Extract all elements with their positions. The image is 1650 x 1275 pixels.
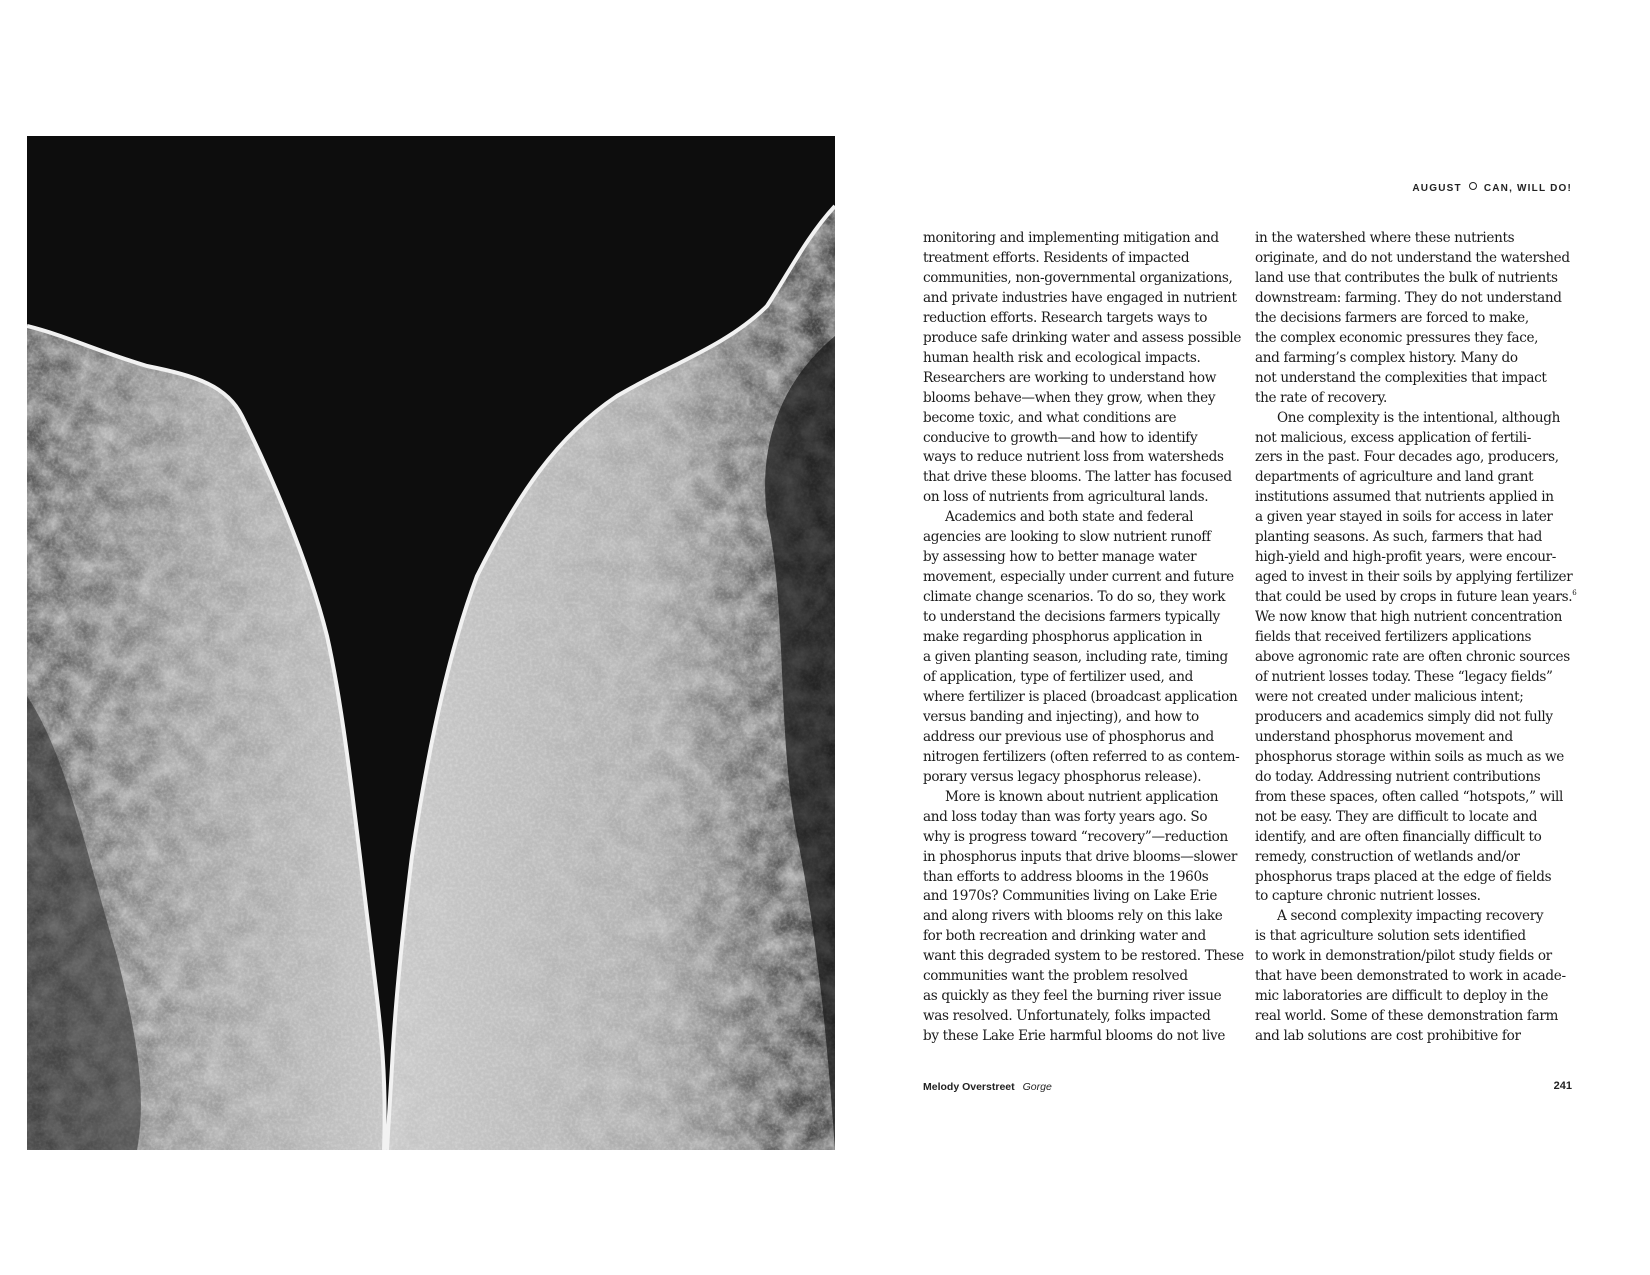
text-column-left bbox=[923, 229, 1244, 1047]
footer-work-title: Gorge bbox=[1022, 1081, 1052, 1093]
text-line bbox=[1255, 608, 1577, 628]
text-line-content: One complexity is the intentional, although bbox=[1277, 409, 1560, 426]
text-line bbox=[923, 887, 1241, 907]
text-line bbox=[923, 748, 1241, 768]
text-line bbox=[1255, 389, 1577, 409]
text-line bbox=[1255, 788, 1577, 808]
text-line-content: for both recreation and drinking water and bbox=[923, 928, 1206, 945]
text-line bbox=[1255, 628, 1577, 648]
text-line bbox=[1255, 967, 1577, 987]
running-head-title: CAN, WILL DO! bbox=[1483, 183, 1572, 194]
text-line bbox=[923, 1027, 1241, 1047]
text-line bbox=[923, 488, 1241, 508]
text-line-content: blooms behave—when they grow, when they bbox=[923, 389, 1216, 406]
text-line-content: nitrogen fertilizers (often referred to as contem- bbox=[923, 748, 1240, 765]
page-number: 241 bbox=[1553, 1080, 1572, 1092]
text-line-content: agencies are looking to slow nutrient runoff bbox=[923, 529, 1211, 546]
text-line-content: remedy, construction of wetlands and/or bbox=[1255, 848, 1520, 865]
text-line-content: address our previous use of phosphorus and bbox=[923, 728, 1214, 745]
text-line-content: on loss of nutrients from agricultural lands. bbox=[923, 489, 1209, 506]
text-line bbox=[923, 249, 1241, 269]
text-line bbox=[923, 309, 1241, 329]
text-line bbox=[1255, 369, 1577, 389]
text-line bbox=[1255, 508, 1577, 528]
text-line bbox=[923, 907, 1241, 927]
text-line bbox=[923, 409, 1241, 429]
text-line-content: climate change scenarios. To do so, they work bbox=[923, 589, 1226, 606]
text-line bbox=[923, 548, 1241, 568]
text-line-content: land use that contributes the bulk of nutrients bbox=[1255, 269, 1558, 286]
text-line bbox=[1255, 828, 1577, 848]
gorge-artwork bbox=[27, 136, 835, 1150]
text-line bbox=[923, 1007, 1241, 1027]
text-line bbox=[1255, 409, 1577, 429]
text-line bbox=[1255, 668, 1577, 688]
text-line bbox=[923, 329, 1241, 349]
text-line-content: as quickly as they feel the burning river issue bbox=[923, 988, 1222, 1005]
text-line-content: and farming’s complex history. Many do bbox=[1255, 349, 1518, 366]
text-line bbox=[923, 848, 1241, 868]
text-line bbox=[1255, 568, 1577, 588]
text-line-content: not malicious, excess application of fertili- bbox=[1255, 429, 1532, 446]
text-line bbox=[923, 229, 1241, 249]
text-line-content: that could be used by crops in future lean years. bbox=[1255, 589, 1573, 606]
text-column-right bbox=[1255, 229, 1577, 1047]
text-line bbox=[923, 568, 1241, 588]
text-line bbox=[1255, 468, 1577, 488]
text-line-content: movement, especially under current and future bbox=[923, 569, 1234, 586]
text-line-content: above agronomic rate are often chronic sources bbox=[1255, 649, 1570, 666]
text-line-content: from these spaces, often called “hotspots,” will bbox=[1255, 788, 1563, 805]
text-line-content: the decisions farmers are forced to make, bbox=[1255, 309, 1529, 326]
text-line-content: and lab solutions are cost prohibitive for bbox=[1255, 1028, 1521, 1045]
text-line bbox=[923, 708, 1241, 728]
text-line bbox=[923, 448, 1241, 468]
text-line bbox=[923, 269, 1241, 289]
text-line bbox=[1255, 887, 1577, 907]
text-line bbox=[1255, 588, 1577, 608]
text-line-content: to work in demonstration/pilot study fields or bbox=[1255, 948, 1552, 965]
text-line bbox=[923, 728, 1241, 748]
text-line-content: of application, type of fertilizer used, and bbox=[923, 668, 1193, 685]
text-line-content: conducive to growth—and how to identify bbox=[923, 429, 1198, 446]
text-line-content: is that agriculture solution sets identified bbox=[1255, 928, 1526, 945]
text-line-content: to understand the decisions farmers typically bbox=[923, 609, 1220, 626]
text-line bbox=[923, 389, 1241, 409]
text-line-content: that have been demonstrated to work in acade- bbox=[1255, 968, 1566, 985]
text-line-content: communities want the problem resolved bbox=[923, 968, 1188, 985]
text-line-content: high-yield and high-profit years, were encour- bbox=[1255, 549, 1557, 566]
text-line-content: reduction efforts. Research targets ways to bbox=[923, 309, 1208, 326]
text-line-content: We now know that high nutrient concentration bbox=[1255, 609, 1563, 626]
text-line-content: ways to reduce nutrient loss from watersheds bbox=[923, 449, 1224, 466]
footnote-marker: 6 bbox=[1572, 589, 1577, 598]
text-line-content: A second complexity impacting recovery bbox=[1277, 908, 1544, 925]
text-line bbox=[1255, 907, 1577, 927]
text-line bbox=[1255, 987, 1577, 1007]
gorge-artwork-image bbox=[27, 136, 835, 1150]
text-line bbox=[1255, 848, 1577, 868]
text-line-content: and along rivers with blooms rely on this lake bbox=[923, 908, 1223, 925]
text-line bbox=[923, 967, 1241, 987]
text-line-content: monitoring and implementing mitigation and bbox=[923, 230, 1219, 246]
text-line-content: and 1970s? Communities living on Lake Erie bbox=[923, 888, 1218, 905]
text-line bbox=[923, 528, 1241, 548]
text-line-content: were not created under malicious intent; bbox=[1255, 688, 1524, 705]
text-line-content: real world. Some of these demonstration farm bbox=[1255, 1008, 1559, 1025]
text-line-content: not be easy. They are difficult to locate and bbox=[1255, 808, 1538, 825]
text-line bbox=[923, 828, 1241, 848]
text-line-content: zers in the past. Four decades ago, producers, bbox=[1255, 449, 1559, 466]
text-line bbox=[1255, 448, 1577, 468]
text-line-content: why is progress toward “recovery”—reduction bbox=[923, 828, 1228, 845]
text-line-content: phosphorus storage within soils as much as we bbox=[1255, 748, 1564, 765]
text-line-content: in the watershed where these nutrients bbox=[1255, 230, 1515, 246]
running-head-section: AUGUST bbox=[1412, 183, 1462, 194]
text-line-content: by these Lake Erie harmful blooms do not live bbox=[923, 1028, 1226, 1045]
text-line-content: do today. Addressing nutrient contributions bbox=[1255, 768, 1541, 785]
text-line-content: that drive these blooms. The latter has focused bbox=[923, 469, 1232, 486]
text-line-content: mic laboratories are difficult to deploy in the bbox=[1255, 988, 1549, 1005]
text-line-content: make regarding phosphorus application in bbox=[923, 629, 1203, 646]
text-line-content: aged to invest in their soils by applying fertilizer bbox=[1255, 569, 1573, 586]
text-line bbox=[923, 947, 1244, 967]
text-line bbox=[923, 349, 1241, 369]
text-line-content: institutions assumed that nutrients applied in bbox=[1255, 489, 1554, 506]
text-line bbox=[1255, 1027, 1577, 1047]
footer-author: Melody Overstreet bbox=[923, 1081, 1015, 1093]
text-line bbox=[1255, 808, 1577, 828]
text-line-content: versus banding and injecting), and how to bbox=[923, 708, 1199, 725]
text-line-content: the rate of recovery. bbox=[1255, 389, 1387, 406]
text-line-content: More is known about nutrient application bbox=[945, 788, 1219, 805]
text-line-content: phosphorus traps placed at the edge of fields bbox=[1255, 868, 1552, 885]
text-line-content: originate, and do not understand the watershed bbox=[1255, 249, 1570, 266]
text-line-content: was resolved. Unfortunately, folks impacted bbox=[923, 1008, 1211, 1025]
text-line-content: and private industries have engaged in nutrient bbox=[923, 289, 1237, 306]
text-line bbox=[1255, 708, 1577, 728]
text-line bbox=[923, 289, 1241, 309]
text-line-content: treatment efforts. Residents of impacted bbox=[923, 249, 1190, 266]
text-line bbox=[1255, 329, 1577, 349]
text-line bbox=[923, 788, 1241, 808]
text-line-content: want this degraded system to be restored. These bbox=[923, 948, 1244, 965]
running-head bbox=[1340, 182, 1572, 194]
text-line-content: planting seasons. As such, farmers that had bbox=[1255, 529, 1542, 546]
text-line-content: communities, non-governmental organizations, bbox=[923, 269, 1233, 286]
text-line-content: of nutrient losses today. These “legacy fields” bbox=[1255, 668, 1553, 685]
text-line bbox=[923, 429, 1241, 449]
text-line-content: where fertilizer is placed (broadcast application bbox=[923, 688, 1238, 705]
text-line-content: Academics and both state and federal bbox=[945, 509, 1194, 526]
text-line bbox=[1255, 768, 1577, 788]
text-line bbox=[923, 768, 1241, 788]
text-line bbox=[923, 648, 1241, 668]
text-line bbox=[923, 508, 1241, 528]
footer-credit bbox=[923, 1081, 1052, 1093]
text-line-content: produce safe drinking water and assess possible bbox=[923, 329, 1242, 346]
text-line-content: identify, and are often financially difficult to bbox=[1255, 828, 1542, 845]
text-line-content: in phosphorus inputs that drive blooms—slower bbox=[923, 848, 1238, 865]
text-line-content: departments of agriculture and land grant bbox=[1255, 469, 1534, 486]
text-line bbox=[1255, 748, 1577, 768]
text-line-content: a given year stayed in soils for access in later bbox=[1255, 509, 1553, 526]
text-line-content: downstream: farming. They do not understand bbox=[1255, 289, 1562, 306]
text-line bbox=[1255, 528, 1577, 548]
text-line bbox=[923, 987, 1241, 1007]
text-line bbox=[1255, 349, 1577, 369]
text-line bbox=[1255, 488, 1577, 508]
text-line-content: to capture chronic nutrient losses. bbox=[1255, 888, 1481, 905]
text-line-content: fields that received fertilizers applications bbox=[1255, 629, 1532, 646]
text-line bbox=[923, 369, 1241, 389]
text-line-content: not understand the complexities that impact bbox=[1255, 369, 1547, 386]
text-line bbox=[923, 688, 1241, 708]
text-line bbox=[1255, 927, 1577, 947]
circle-separator-icon bbox=[1469, 182, 1477, 190]
text-line-content: than efforts to address blooms in the 1960s bbox=[923, 868, 1209, 885]
text-line bbox=[923, 608, 1241, 628]
text-line bbox=[1255, 648, 1577, 668]
text-line-content: a given planting season, including rate, timing bbox=[923, 649, 1228, 666]
text-line bbox=[1255, 289, 1577, 309]
text-line bbox=[1255, 1007, 1577, 1027]
text-line-content: become toxic, and what conditions are bbox=[923, 409, 1177, 426]
text-line-content: the complex economic pressures they face, bbox=[1255, 329, 1539, 346]
text-line bbox=[1255, 728, 1577, 748]
text-line-content: and loss today than was forty years ago. So bbox=[923, 808, 1208, 825]
text-line bbox=[1255, 249, 1577, 269]
text-line-content: porary versus legacy phosphorus release). bbox=[923, 768, 1202, 785]
text-line bbox=[1255, 688, 1577, 708]
text-line-content: producers and academics simply did not fully bbox=[1255, 708, 1553, 725]
text-line bbox=[1255, 229, 1577, 249]
text-line bbox=[923, 588, 1241, 608]
text-line bbox=[1255, 868, 1577, 888]
text-line-content: human health risk and ecological impacts. bbox=[923, 349, 1201, 366]
text-line bbox=[1255, 429, 1577, 449]
text-line bbox=[923, 628, 1241, 648]
text-line bbox=[1255, 548, 1577, 568]
text-line bbox=[923, 468, 1241, 488]
text-line-content: understand phosphorus movement and bbox=[1255, 728, 1513, 745]
text-line bbox=[1255, 947, 1577, 967]
text-line-content: by assessing how to better manage water bbox=[923, 549, 1197, 566]
text-line-content: Researchers are working to understand how bbox=[923, 369, 1217, 386]
text-line bbox=[923, 927, 1241, 947]
text-line bbox=[923, 868, 1241, 888]
text-line bbox=[1255, 309, 1577, 329]
text-line bbox=[923, 668, 1241, 688]
text-line bbox=[923, 808, 1241, 828]
text-line bbox=[1255, 269, 1577, 289]
